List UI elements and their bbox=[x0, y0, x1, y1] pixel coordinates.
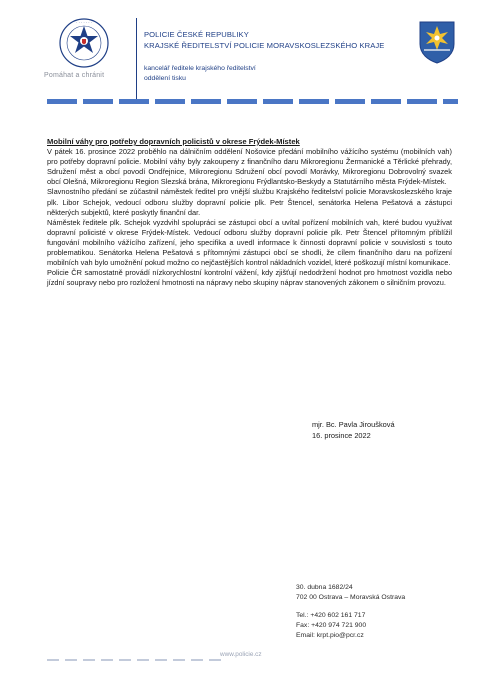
org-line-2: KRAJSKÉ ŘEDITELSTVÍ POLICIE MORAVSKOSLEZSKÉHO KRAJE bbox=[144, 40, 385, 50]
article-paragraph: Policie ČR samostatně provádí nízkorychlostní kontrolní vážení, kdy zjišťují nedodržení hodnot pro hmotnost vozidla nebo jízdní soupravy nebo pro rozložení hmotnosti na nápravy nebo skupiny náprav stanovených zákonem o silničním provozu. bbox=[47, 268, 452, 288]
article-body bbox=[47, 137, 452, 288]
article-title: Mobilní váhy pro potřeby dopravních policistů v okrese Frýdek-Místek bbox=[47, 137, 300, 146]
dept-line-1: kancelář ředitele krajského ředitelství bbox=[144, 65, 256, 72]
phone-number: Tel.: +420 602 161 717 bbox=[296, 612, 366, 620]
header-divider bbox=[136, 18, 137, 104]
article-paragraph: Slavnostního předání se zúčastnil náměstek ředitel pro vnější službu Krajského ředitelství policie Moravskoslezského kraje plk. Libor Schejok, vedoucí odboru služby dopravní policie plk. Petr Štencel, senátorka Helena Pešatová a zástupci některých subjektů, které poskytly finanční dar. bbox=[47, 187, 452, 217]
footer-contact bbox=[296, 583, 405, 641]
header-stripe bbox=[47, 99, 458, 104]
signature-name: mjr. Bc. Pavla Jiroušková bbox=[312, 420, 395, 429]
signature-block bbox=[312, 419, 395, 441]
svg-text:· · · · · · ·: · · · · · · · bbox=[76, 19, 92, 25]
address-line-1: 30. dubna 1682/24 bbox=[296, 584, 353, 591]
dept-line-2: oddělení tisku bbox=[144, 74, 186, 82]
regional-coat-of-arms-icon bbox=[418, 20, 456, 64]
department-name bbox=[144, 64, 256, 83]
website-link[interactable]: www.policie.cz bbox=[220, 651, 262, 658]
signature-date: 16. prosince 2022 bbox=[312, 431, 371, 440]
police-star-badge-icon bbox=[58, 17, 110, 69]
article-paragraph: Náměstek ředitele plk. Schejok vyzdvihl spolupráci se zástupci obcí a uvítal pořízení mobilních vah, které budou využívat dopravní policisté v okrese Frýdek-Místek. Vedoucí odboru služby dopravní policie plk. Petr Štencel přítomným přiblížil fungování mobilního vážícího zařízení, jeho specifika a uvedl informace k činnosti dopravní policie v souvislosti s touto problematikou. Senátorka Helena Pešatová s přítomnými zástupci obcí se shodli, že cílem finančního daru na pořízení mobilních vah bylo umožnění pokud možno co nejčastějších kontrol nákladních vozidel, které poškozují místní komunikace. bbox=[47, 217, 452, 268]
email-address[interactable]: Email: krpt.pio@pcr.cz bbox=[296, 631, 364, 639]
fax-number: Fax: +420 974 721 900 bbox=[296, 622, 367, 630]
address-line-2: 702 00 Ostrava – Moravská Ostrava bbox=[296, 593, 406, 601]
article-paragraph: V pátek 16. prosince 2022 proběhlo na dálničním oddělení Nošovice předání mobilního vážícího systému (mobilních vah) pro potřeby dopravní policie. Mobilní váhy byly zakoupeny z finančního daru Mikroregionu Žermanické a Těrlické přehrady, Sdružení měst a obcí povodí Ondřejnice, Mikroregionu Sdružení obcí povodí Morávky, Mikroregionu Dobrovolný svazek obcí Olešná, Mikroregionu Region Slezská brána, Mikroregionu Frýdlantsko-Beskydy a Statutárního města Frýdek-Místek. bbox=[47, 147, 452, 187]
organization-name bbox=[144, 30, 384, 51]
org-line-1: POLICIE ČESKÉ REPUBLIKY bbox=[144, 30, 249, 39]
motto-text: Pomáhat a chránit bbox=[44, 72, 105, 79]
